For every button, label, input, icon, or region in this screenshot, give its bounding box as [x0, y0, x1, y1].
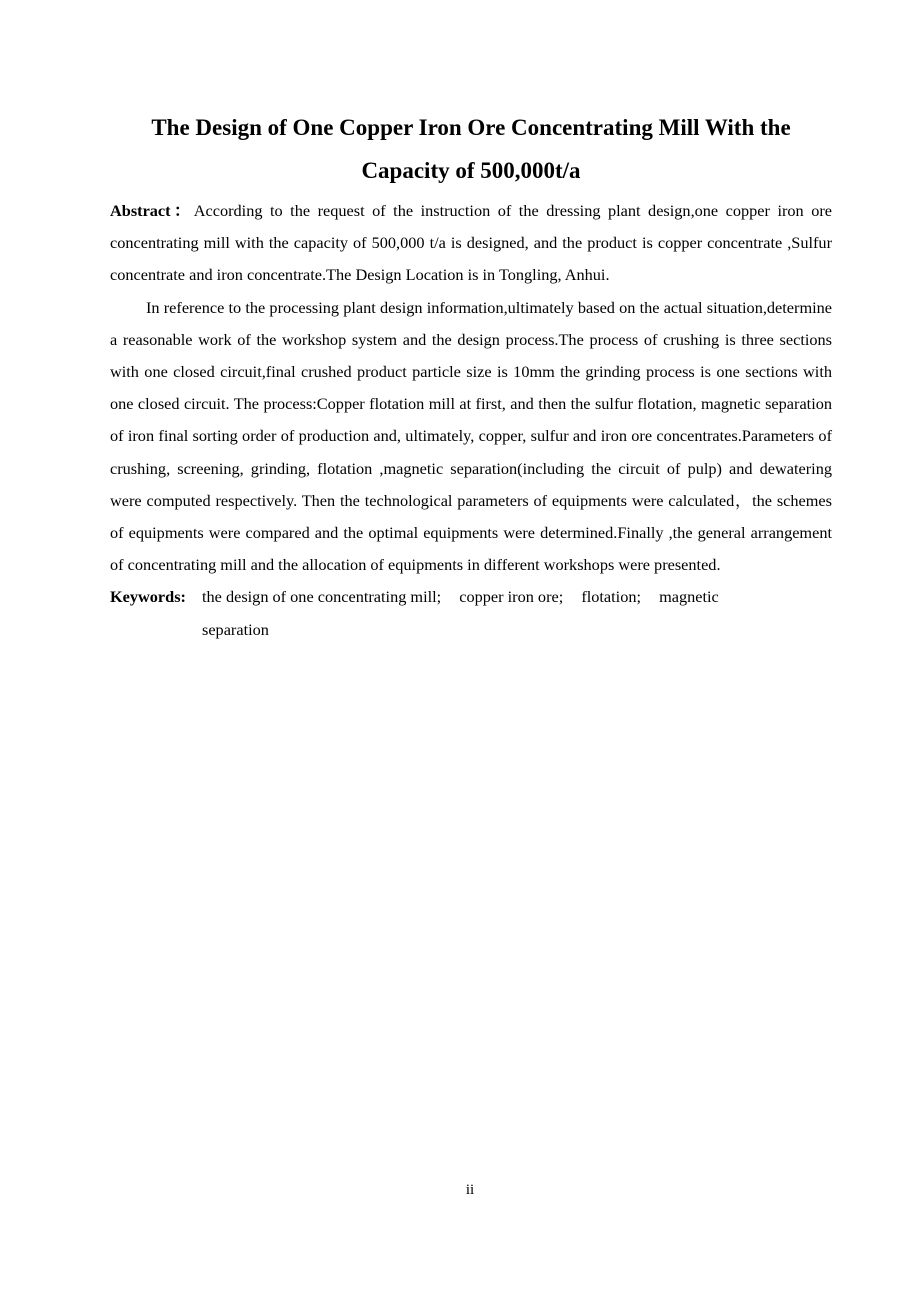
abstract-section	[110, 195, 832, 646]
keywords-section	[110, 581, 832, 645]
keywords-label: Keywords:	[110, 587, 186, 607]
keyword-item: flotation;	[581, 587, 642, 607]
keyword-item: the design of one concentrating mill;	[202, 587, 442, 607]
document-title: The Design of One Copper Iron Ore Concentrating Mill With the Capacity of 500,000t/a	[151, 115, 791, 183]
keyword-item: copper iron ore;	[459, 587, 564, 607]
abstract-text-1: According to the request of the instruction of the dressing plant design,one copper iron ore concentrating mill with the capacity of 500,000 t/a is designed, and the product is copper concentrate ,Sulfur concentrate and iron concentrate.The Design Location is in Tongling, Anhui.	[110, 201, 832, 285]
keywords-list	[202, 581, 832, 645]
abstract-paragraph-2: In reference to the processing plant design information,ultimately based on the actual situation,determine a reasonable work of the workshop system and the design process.The process of crushing is three sections with one closed circuit,final crushed product particle size is 10mm the grinding process is one sections with one closed circuit. The process:Copper flotation mill at first, and then the sulfur flotation, magnetic separation of iron final sorting order of production and, ultimately, copper, sulfur and iron ore concentrates.Parameters of crushing, screening, grinding, flotation ,magnetic separation(including the circuit of pulp) and dewatering were computed respectively. Then the technological parameters of equipments were calculated，the schemes of equipments were compared and the optimal equipments were determined.Finally ,the general arrangement of concentrating mill and the allocation of equipments in different workshops were presented.	[110, 297, 832, 575]
abstract-label: Abstract：	[110, 201, 194, 220]
keyword-item: magnetic separation	[202, 587, 719, 639]
abstract-paragraph-1	[110, 195, 832, 292]
page-number: ii	[465, 1182, 475, 1198]
